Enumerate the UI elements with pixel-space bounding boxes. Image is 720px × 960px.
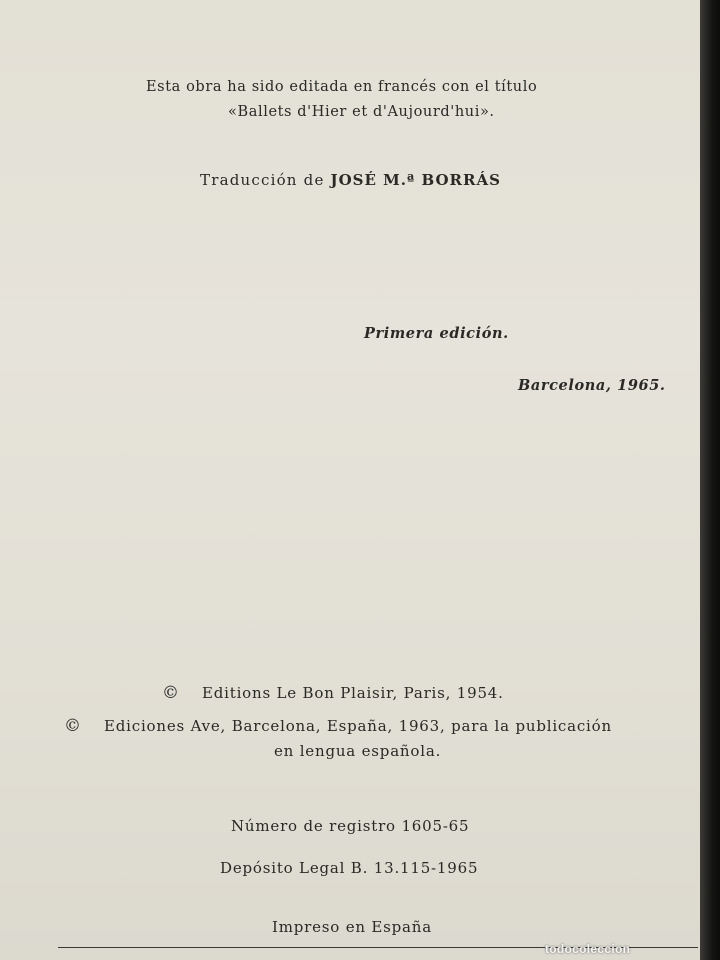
- original-title-line-2: «Ballets d'Hier et d'Aujourd'hui».: [228, 104, 495, 120]
- watermark-text: todocoleccion: [545, 942, 631, 956]
- translation-prefix: Traducción de: [200, 171, 325, 189]
- edition-label: Primera edición.: [364, 325, 509, 342]
- registry-number: Número de registro 1605-65: [231, 817, 470, 835]
- copyright-french: [162, 683, 504, 703]
- copyright-spanish: [64, 716, 612, 736]
- copyright-spanish-text: Ediciones Ave, Barcelona, España, 1963, para la publicación: [104, 717, 612, 735]
- book-edge-shadow: [700, 0, 720, 960]
- copyright-icon: ©: [64, 716, 82, 736]
- copyright-icon: ©: [162, 683, 180, 703]
- translation-credit: [200, 171, 501, 189]
- translator-name: JOSÉ M.ª BORRÁS: [330, 171, 501, 189]
- legal-deposit: Depósito Legal B. 13.115-1965: [220, 859, 479, 877]
- copyright-french-text: Editions Le Bon Plaisir, Paris, 1954.: [202, 684, 504, 702]
- copyright-spanish-continued: en lengua española.: [274, 742, 442, 760]
- original-title-line-1: Esta obra ha sido editada en francés con el título: [146, 79, 538, 95]
- edition-place-year: Barcelona, 1965.: [518, 377, 666, 394]
- printed-in: Impreso en España: [272, 918, 432, 936]
